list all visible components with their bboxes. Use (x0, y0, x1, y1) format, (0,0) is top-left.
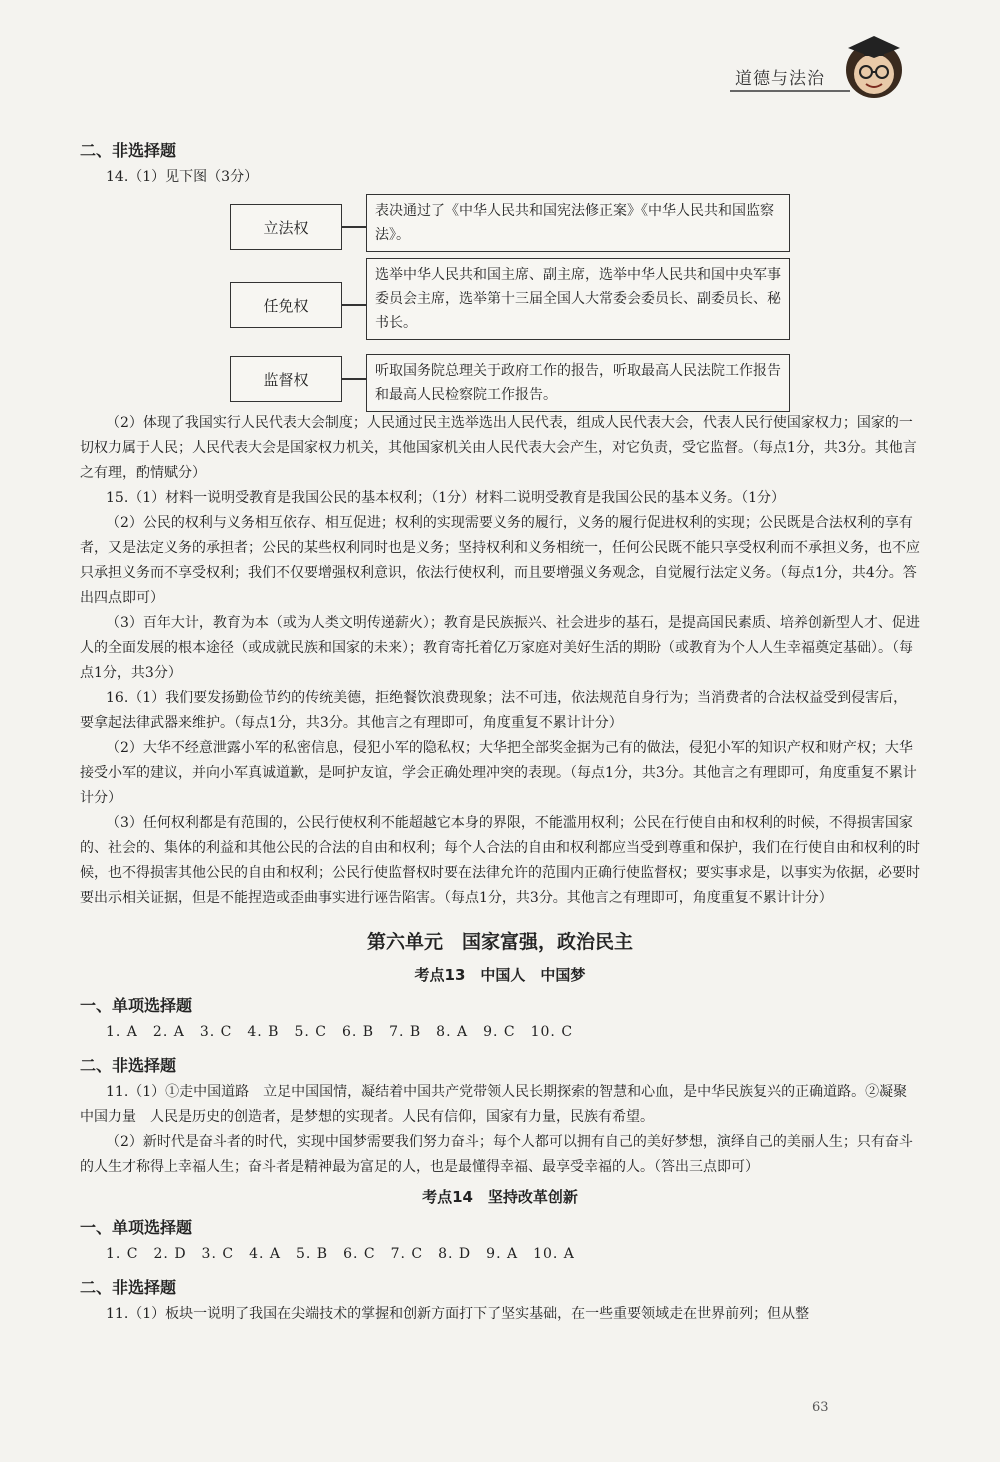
kd13-title: 考点13 中国人 中国梦 (414, 966, 586, 984)
kd13-section-a: 一、单项选择题 (80, 996, 193, 1015)
diagram-text-legislative: 表决通过了《中华人民共和国宪法修正案》《中华人民共和国监察法》。 (366, 194, 790, 252)
kd13-q11-part2: （2）新时代是奋斗者的时代，实现中国梦需要我们努力奋斗；每个人都可以拥有自己的美好梦想，演绎自己的美丽人生；只有奋斗的人生才称得上幸福人生；奋斗者是精神最为富足的人，也是最懂得幸福、最享受幸福的人。（答出三点即可） (80, 1134, 913, 1175)
diagram-connector (341, 378, 366, 380)
q14-part2: （2）体现了我国实行人民代表大会制度；人民通过民主选举选出人民代表，组成人民代表大会，代表人民行使国家权力；国家的一切权力属于人民；人民代表大会是国家权力机关，其他国家机关由人民代表大会产生，对它负责，受它监督。（每点1分，共3分。其他言之有理，酌情赋分） (80, 415, 917, 481)
subject-label: 道德与法治 (735, 69, 825, 89)
power-diagram (80, 194, 920, 409)
unit-title: 第六单元 国家富强，政治民主 (366, 931, 633, 953)
diagram-label-supervision: 监督权 (230, 356, 342, 402)
kd14-title: 考点14 坚持改革创新 (422, 1188, 578, 1206)
q16-part2: （2）大华不经意泄露小军的私密信息，侵犯小军的隐私权；大华把全部奖金据为己有的做法，侵犯小军的知识产权和财产权；大华接受小军的建议，并向小军真诚道歉，是呵护友谊，学会正确处理冲突的表现。（每点1分，共3分。其他言之有理即可，角度重复不累计计分） (80, 740, 917, 806)
kd13-section-b: 二、非选择题 (80, 1056, 177, 1075)
diagram-text-appointment: 选举中华人民共和国主席、副主席，选举中华人民共和国中央军事委员会主席，选举第十三届全国人大常委会委员长、副委员长、秘书长。 (366, 258, 790, 340)
section-heading: 二、非选择题 (80, 141, 177, 160)
q14-part1: 14.（1）见下图（3分） (106, 169, 259, 185)
kd14-section-a: 一、单项选择题 (80, 1218, 193, 1237)
diagram-label-legislative: 立法权 (230, 204, 342, 250)
answer-content (80, 130, 920, 1327)
diagram-connector (341, 226, 366, 228)
q15-part2: （2）公民的权利与义务相互依存、相互促进；权利的实现需要义务的履行，义务的履行促进权利的实现；公民既是合法权利的享有者，又是法定义务的承担者；公民的某些权利同时也是义务；坚持权利和义务相统一，任何公民既不能只享受权利而不承担义务，也不应只承担义务而不享受权利；我们不仅要增强权利意识，依法行使权利，而且要增强义务观念，自觉履行法定义务。（每点1分，共4分。答出四点即可） (80, 515, 920, 606)
kd14-section-b: 二、非选择题 (80, 1278, 177, 1297)
q16-part3: （3）任何权利都是有范围的，公民行使权利不能超越它本身的界限，不能滥用权利；公民在行使自由和权利的时候，不得损害国家的、社会的、集体的利益和其他公民的合法的自由和权利；每个人合法的自由和权利都应当受到尊重和保护，我们在行使自由和权利的时候，也不得损害其他公民的自由和权利；公民行使监督权时要在法律允许的范围内正确行使监督权；要实事求是，以事实为依据，必要时要出示相关证据，但是不能捏造或歪曲事实进行诬告陷害。（每点1分，共3分。其他言之有理即可，角度重复不累计计分） (80, 815, 920, 906)
mascot-graduate-icon (838, 30, 910, 102)
header-rule (730, 90, 850, 92)
diagram-label-appointment: 任免权 (230, 282, 342, 328)
diagram-connector (341, 304, 366, 306)
kd13-answers: 1. A 2. A 3. C 4. B 5. C 6. B 7. B 8. A 9. C 10. C (106, 1024, 574, 1040)
q16-part1: 16.（1）我们要发扬勤俭节约的传统美德，拒绝餐饮浪费现象；法不可违，依法规范自身行为；当消费者的合法权益受到侵害后，要拿起法律武器来维护。（每点1分，共3分。其他言之有理即可，角度重复不累计计分） (80, 690, 908, 731)
page-number: 63 (812, 1400, 829, 1415)
kd14-answers: 1. C 2. D 3. C 4. A 5. B 6. C 7. C 8. D 9. A 10. A (106, 1246, 575, 1262)
diagram-text-supervision: 听取国务院总理关于政府工作的报告，听取最高人民法院工作报告和最高人民检察院工作报告。 (366, 354, 790, 412)
q15-part3: （3）百年大计，教育为本（或为人类文明传递薪火）；教育是民族振兴、社会进步的基石，是提高国民素质、培养创新型人才、促进人的全面发展的根本途径（或成就民族和国家的未来）；教育寄托着亿万家庭对美好生活的期盼（或教育为个人人生幸福奠定基础）。（每点1分，共3分） (80, 615, 920, 681)
q15-part1: 15.（1）材料一说明受教育是我国公民的基本权利；（1分）材料二说明受教育是我国公民的基本义务。（1分） (106, 490, 785, 506)
kd14-q11-part1: 11.（1）板块一说明了我国在尖端技术的掌握和创新方面打下了坚实基础，在一些重要领域走在世界前列；但从整 (106, 1306, 810, 1322)
kd13-q11-part1: 11.（1）①走中国道路 立足中国国情，凝结着中国共产党带领人民长期探索的智慧和心血，是中华民族复兴的正确道路。②凝聚中国力量 人民是历史的创造者，是梦想的实现者。人民有信仰，国家有力量，民族有希望。 (80, 1084, 908, 1125)
